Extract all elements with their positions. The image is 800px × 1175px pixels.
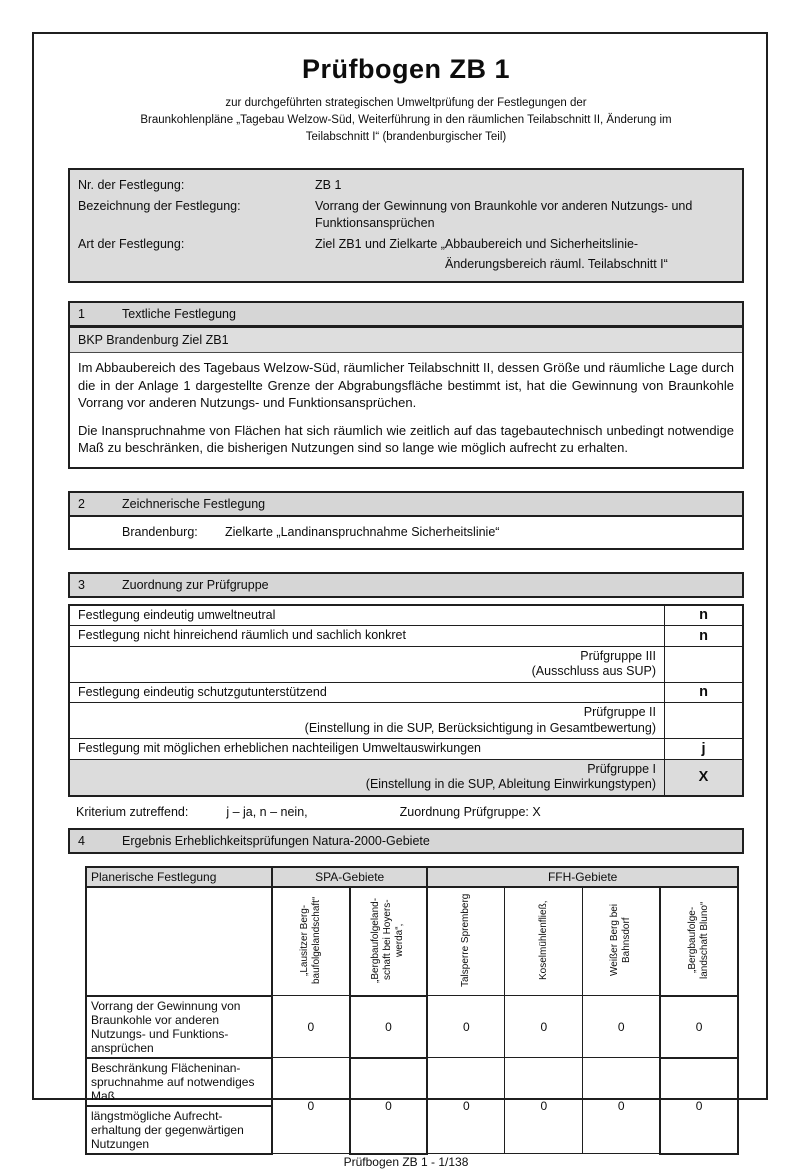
result-cell: 0 [583,1058,661,1154]
col1-header: Planerische Festlegung [86,867,272,887]
pruefgruppe-line1: Prüfgruppe III [580,648,656,663]
paragraph-2: Die Inanspruchnahme von Flächen hat sich räumlich wie zeitlich auf das tagebautechnisch unbedingt notwendige Maß zu beschränken, die bisherigen Nutzungen sind so lange wie möglich aufrecht zu erhalten. [78,422,734,455]
section-title: Ergebnis Erheblichkeitsprüfungen Natura-2000-Gebiete [122,833,430,848]
pruefgruppe-table [68,604,744,797]
region-label: Brandenburg: [122,524,198,539]
site-name: Talsperre Spremberg [460,893,472,987]
page-title: Prüfbogen ZB 1 [302,54,510,84]
document-page [32,32,768,1169]
result-cell: 0 [350,996,428,1058]
criterion-row [70,682,742,703]
info-label: Nr. der Festlegung: [78,178,185,192]
result-cell: 0 [505,996,583,1058]
group-header-row [86,867,738,887]
site-header-row [86,887,738,996]
criteria-legend [68,801,744,820]
criterion-text: Festlegung eindeutig schutzgutunterstützend [78,684,327,699]
criterion-value: n [664,606,742,626]
result-row-beschraenkung [86,1058,738,1106]
natura-2000-table [85,866,739,1155]
pruefgruppe-i-row [70,759,742,795]
site-header [272,887,350,996]
site-header [660,887,738,996]
pruefgruppe-iii-row [70,646,742,682]
section-1-textliche-festlegung [68,301,744,469]
section-title: Zeichnerische Festlegung [122,496,266,511]
info-row-nr [78,175,734,196]
pruefgruppe-line2: (Einstellung in die SUP, Ableitung Einwirkungstypen) [365,777,656,791]
pruefgruppe-line1: Prüfgruppe II [583,705,656,719]
result-cell: 0 [272,1058,350,1154]
row-label: Vorrang der Gewinnung von Braunkohle vor anderen Nutzungs- und Funktions-ansprüchen [86,996,272,1058]
pruefgruppe-value [664,703,742,738]
pruefgruppe-line2: (Einstellung in die SUP, Berücksichtigung in Gesamtbewertung) [304,720,656,735]
result-cell: 0 [427,1058,505,1154]
legend-assignment: Zuordnung Prüfgruppe: X [399,804,541,819]
criterion-text: Festlegung eindeutig umweltneutral [78,607,276,622]
criterion-row [70,738,742,759]
result-cell: 0 [427,996,505,1058]
result-cell: 0 [583,996,661,1058]
section-2-zeichnerische-festlegung [68,491,744,550]
pruefgruppe-text [70,703,664,738]
info-value-line2: Änderungsbereich räuml. Teilabschnitt I“ [445,257,668,271]
subtitle-line-3: Teilabschnitt I“ (brandenburgischer Teil) [305,131,507,143]
pruefgruppe-text [70,647,664,682]
empty-cell [86,887,272,996]
section-3-header [68,572,744,598]
legend-label: Kriterium zutreffend: [76,804,189,819]
section-number: 4 [78,833,85,848]
info-row-bezeichnung [78,196,734,234]
criterion-row [70,625,742,646]
info-value: Vorrang der Gewinnung von Braunkohle vor anderen Nutzungs- und Funktionsansprüchen [315,199,693,230]
site-header [505,887,583,996]
page-footer: Prüfbogen ZB 1 - 1/138 [343,1154,469,1169]
page-subtitle [68,95,744,146]
pruefgruppe-line2: (Ausschluss aus SUP) [531,664,656,678]
info-row-art [78,234,734,275]
result-cell: 0 [505,1058,583,1154]
criterion-text: Festlegung nicht hinreichend räumlich und sachlich konkret [78,628,406,642]
criterion-value: n [664,683,742,703]
result-cell: 0 [272,996,350,1058]
section-1-subheading: BKP Brandenburg Ziel ZB1 [70,328,742,353]
section-2-entry [70,517,742,548]
result-row-vorrang [86,996,738,1058]
section-1-body [70,353,742,467]
site-header [427,887,505,996]
site-name: Koselmühlenfließ, [537,900,549,980]
site-name: Weißer Berg bei Bahnsdorf [609,903,633,976]
site-name: „Lausitzer Berg-baufolgelandschaft“ [298,896,322,984]
ffh-group-header: FFH-Gebiete [427,867,738,887]
paragraph-1: Im Abbaubereich des Tagebaus Welzow-Süd, räumlicher Teilabschnitt II, dessen Größe und räumliche Lage durch die in der Anlage 1 dargestellte Grenze der Abgrabungsfläche bestimmt ist, hat die Gewinnung von Braunkohle Vorrang vor anderen Nutzungs- und Funktionsansprüchen. [78,360,734,410]
criterion-text: Festlegung mit möglichen erheblichen nachteiligen Umweltauswirkungen [78,741,481,755]
pruefgruppe-ii-row [70,702,742,738]
criterion-value: n [664,626,742,646]
festlegung-info-table [68,168,744,283]
pruefgruppe-text [70,760,664,795]
site-name: „Bergbaufolge-landschaft Bluno“ [687,900,711,979]
info-value: ZB 1 [315,178,342,192]
section-2-header [70,493,742,517]
result-cell: 0 [660,1058,738,1154]
row-label: längstmögliche Aufrecht-erhaltung der gegenwärtigen Nutzungen [86,1106,272,1154]
criterion-value: j [664,739,742,759]
pruefgruppe-value [664,647,742,682]
info-label: Bezeichnung der Festlegung: [78,199,241,213]
spa-group-header: SPA-Gebiete [272,867,427,887]
region-value: Zielkarte „Landinanspruchnahme Sicherheitslinie“ [225,524,500,539]
section-title: Textliche Festlegung [122,307,236,321]
section-1-header [70,303,742,328]
criterion-row [70,606,742,626]
result-cell: 0 [350,1058,428,1154]
legend-key: j – ja, n – nein, [226,804,308,819]
result-cell: 0 [660,996,738,1058]
section-number: 1 [78,307,85,321]
row-label: Beschränkung Flächeninan-spruchnahme auf notwendiges Maß [86,1058,272,1106]
section-title: Zuordnung zur Prüfgruppe [122,577,269,592]
subtitle-line-2: Braunkohlenpläne „Tagebau Welzow-Süd, Weiterführung in den räumlichen Teilabschnitt II, Änderung im [140,114,672,126]
pruefgruppe-line1: Prüfgruppe I [587,761,656,776]
info-value-line1: Ziel ZB1 und Zielkarte „Abbaubereich und Sicherheitslinie- [315,237,639,251]
section-number: 2 [78,496,85,511]
section-4-header [68,828,744,854]
subtitle-line-1: zur durchgeführten strategischen Umweltprüfung der Festlegungen der [225,97,587,109]
site-name: „Bergbaufolgeland-schaft bei Hoyers-werda“, [370,896,406,983]
info-label: Art der Festlegung: [78,237,185,251]
info-value [315,236,734,273]
pruefgruppe-value: X [664,760,742,795]
section-number: 3 [78,577,85,592]
site-header [350,887,428,996]
site-header [583,887,661,996]
